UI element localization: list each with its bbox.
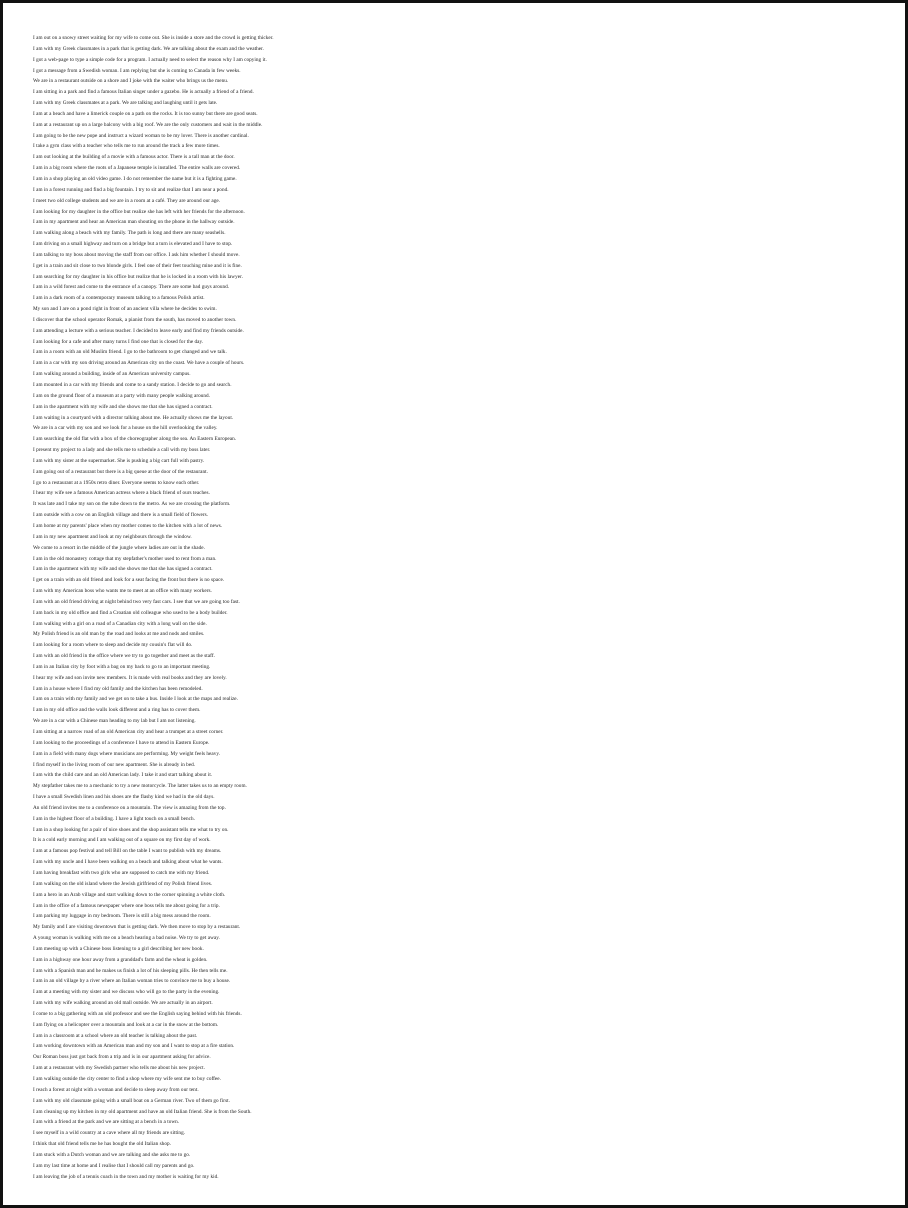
text-line: I am out on a snowy street waiting for my wife to come out. She is inside a store and the crowd is getting thicker. (33, 35, 274, 41)
text-line: My son and I are on a pond right in front of an ancient villa where he decides to swim. (33, 306, 217, 313)
text-line: I am working downtown with an American man and my son and I want to stop at a fire station. (33, 1043, 235, 1050)
text-line: I am in the office of a famous newspaper where one boss tells me about going for a trip. (33, 902, 220, 909)
text-line: I am walking along a beach with my family. The path is long and there are many seashells. (33, 230, 226, 237)
text-line: I am home at my parents' place when my mother comes to the kitchen with a lot of news. (33, 522, 223, 529)
text-line: I hear my wife see a famous American actress where a black friend of ours teaches. (33, 490, 210, 497)
text-line: I am in my apartment and hear an American man shouting on the phone in the hallway outside. (33, 219, 235, 226)
document-text-body (33, 35, 881, 1181)
text-line: I am looking for my daughter in the office but realize she has left with her friends for the afternoon. (33, 208, 245, 215)
text-line: I am going to be the new pope and instruct a wizard woman to be my lover. There is another cardinal. (33, 132, 249, 139)
text-line: I come to a big gathering with an old professor and see the English saying behind with his friends. (33, 1010, 242, 1017)
text-line: I think that old friend tells me he has bought the old Italian shop. (33, 1141, 171, 1148)
text-line: I am with my uncle and I have been walking on a beach and talking about what he wants. (33, 859, 223, 866)
text-line: I am attending a lecture with a serious teacher. I decided to leave early and find my friends outside. (33, 327, 244, 334)
text-line: I see myself in a wild country at a cave where all my friends are sitting. (33, 1130, 186, 1137)
text-line: I meet two old college students and we are in a room at a café. They are around our age. (33, 197, 221, 204)
text-line: I am with my Greek classmates at a park. We are talking and laughing until it gets late. (33, 100, 218, 107)
text-line: I am out looking at the building of a movie with a famous actor. There is a tall man at the door. (33, 154, 235, 161)
text-line: I am having breakfast with two girls who are supposed to catch me with my friend. (33, 869, 210, 876)
text-line: I am walking with a girl on a road of a Canadian city with a long wall on the side. (33, 620, 207, 627)
text-line: I am in the old monastery cottage that my stepfather's mother used to rent from a man. (33, 555, 217, 562)
text-line: I am at a restaurant with my Swedish partner who tells me about his new project. (33, 1065, 205, 1072)
text-line: My family and I are visiting downtown that is getting dark. We then move to stop by a restaurant. (33, 924, 241, 931)
text-line: I am outside with a cow on an English village and there is a small field of flowers. (33, 512, 209, 519)
text-line: I am a hero in an Arab village and start walking down to the corner spinning a white cloth. (33, 891, 226, 898)
text-line: I am in an Italian city by foot with a bag on my back to go to an important meeting. (33, 663, 211, 670)
text-line: I am in a field with many dogs where musicians are performing. My weight feels heavy. (33, 750, 221, 757)
text-line: I am with my old classmate going with a small boat on a German river. Two of them go first. (33, 1097, 230, 1104)
text-line: We are in a restaurant outside on a shore and I joke with the waiter who brings us the menu. (33, 78, 229, 85)
text-line: I am in a shop playing an old video game. I do not remember the name but it is a fighting game. (33, 175, 237, 182)
text-line: I am in a room with an old Muslim friend. I go to the bathroom to get changed and we talk. (33, 349, 227, 356)
text-line: I am searching the old flat with a box of the choreographer along the sea. An Eastern European. (33, 436, 237, 443)
text-line: I am at a beach and have a limerick couple on a path on the rocks. It is too sunny but there are good seats. (33, 110, 258, 117)
text-line: I am cleaning up my kitchen in my old apartment and have an old Italian friend. She is from the South. (33, 1108, 252, 1115)
text-line: I am in a house where I find my old family and the kitchen has been remodeled. (33, 685, 203, 692)
text-line: I discover that the school operator Romak, a pianist from the south, has moved to another town. (33, 316, 237, 323)
text-line: I am in an old village by a river where an Italian woman tries to convince me to buy a house. (33, 978, 231, 985)
text-line: It is a cold early morning and I am walking out of a square on my first day of work. (33, 837, 211, 844)
text-line: I am walking outside the city center to find a shop where my wife sent me to buy coffee. (33, 1076, 221, 1082)
text-line: I am walking on the old island where the Jewish girlfriend of my Polish friend lives. (33, 880, 213, 887)
text-line: My Polish friend is an old man by the road and looks at me and nods and smiles. (33, 631, 205, 638)
text-line: I am going out of a restaurant but there is a big queue at the door of the restaurant. (33, 468, 208, 475)
text-line: Our Roman boss just got back from a trip and is in our apartment asking for advice. (33, 1054, 211, 1061)
text-line: A young woman is walking with me on a beach hearing a bad noise. We try to get away. (33, 935, 220, 942)
text-line: I am in the apartment with my wife and she shows me that she has signed a contract. (33, 566, 213, 573)
text-line: I am sitting in a park and find a famous Italian singer under a gazebo. He is actually a friend of a friend. (33, 89, 254, 96)
text-line: I am in the apartment with my wife and she shows me that she has signed a contract. (33, 403, 213, 410)
text-line: I am driving on a small highway and turn on a bridge but a turn is elevated and I have to stop. (33, 241, 233, 248)
text-line: I reach a forest at night with a woman and decide to sleep away from our tent. (33, 1086, 199, 1093)
text-line: I am at a meeting with my sister and we discuss who will go to the party in the evening. (33, 989, 220, 996)
text-line: I got a web-page to type a simple code for a program. I actually need to select the reason why I am copying it. (33, 56, 267, 63)
text-line: I am back in my old office and find a Croatian old colleague who used to be a body builder. (33, 609, 228, 616)
text-line: I am in a wild forest and come to the entrance of a canopy. There are some bad guys around. (33, 284, 230, 291)
text-line: I am in the highest floor of a building. I have a light touch on a small bench. (33, 815, 195, 822)
text-line: I am in a car with my son driving around an American city on the coast. We have a couple of hours. (33, 360, 245, 367)
text-line: I am with a friend at the park and we are sitting at a bench in a town. (33, 1119, 180, 1126)
text-line: We come to a resort in the middle of the jungle where ladies are out in the shade. (33, 544, 205, 551)
text-line: I am searching for my daughter in his office but realize that he is locked in a room with his lawyer. (33, 273, 243, 280)
text-line: I am in a classroom at a school where an old teacher is talking about the past. (33, 1032, 198, 1039)
text-line: I am stuck with a Dutch woman and we are talking and she asks me to go. (33, 1151, 191, 1158)
text-line: An old friend invites me to a conference on a mountain. The view is amazing from the top. (33, 804, 226, 811)
text-line: We are in a car with a Chinese man heading to my lab but I am not listening. (33, 718, 196, 725)
text-line: I am with my sister at the supermarket. She is pushing a big cart full with pastry. (33, 457, 205, 464)
text-line: I am with my wife walking around an old mall outside. We are actually in an airport. (33, 1000, 213, 1007)
text-line: I am at a restaurant up on a large balcony with a big roof. We are the only customers and wait in the middle. (33, 121, 263, 128)
text-line: I get on a train with an old friend and look for a seat facing the front but there is no space. (33, 577, 225, 584)
text-line: I am with the child care and an old American lady. I take it and start talking about it. (33, 772, 213, 779)
text-line: I hear my wife and son invite new members. It is made with real books and they are lovely. (33, 674, 227, 681)
text-line: I am with an old friend in the office where we try to go together and meet as the staff. (33, 653, 215, 660)
text-line: I take a gym class with a teacher who tells me to run around the track a few more times. (33, 143, 220, 150)
text-line: We are in a car with my son and we look for a house on the hill overlooking the valley. (33, 425, 218, 432)
text-line: I am in a big room where the roots of a Japanese temple is installed. The entire walls are covered. (33, 165, 241, 172)
text-line: I am walking around a building, inside of an American university campus. (33, 371, 191, 378)
text-line: I am in my old office and the walls look different and a ring has to cover them. (33, 707, 201, 714)
text-line: I am my last time at home and I realise that I should call my parents and go. (33, 1162, 195, 1169)
text-line: I am at a famous pop festival and tell Bill on the table I want to publish with my dreams. (33, 848, 222, 855)
text-line: I am in a highway one hour away from a granddad's farm and the wheat is golden. (33, 956, 208, 963)
text-line: I am sitting at a narrow road of an old American city and hear a trumpet at a street corner. (33, 729, 224, 735)
text-line: It was late and I take my son on the tube down to the metro. As we are crossing the platform. (33, 501, 231, 508)
text-line: I am meeting up with a Chinese boss listening to a girl describing her new book. (33, 945, 204, 952)
text-line: I am looking for a cafe and after many turns I find one that is closed for the day. (33, 338, 204, 345)
text-line: I am parking my luggage in my bedroom. There is still a big mess around the room. (33, 913, 211, 920)
text-line: I am with my Greek classmates in a park that is getting dark. We are talking about the exam and the weather. (33, 45, 264, 52)
text-line: I am leaving the job of a tennis coach in the town and my mother is waiting for my kid. (33, 1173, 219, 1180)
text-line: I am flying on a helicopter over a mountain and look at a car in the snow at the bottom. (33, 1021, 219, 1028)
text-line: I go to a restaurant at a 1950s retro diner. Everyone seems to know each other. (33, 479, 200, 486)
text-line: I find myself in the living room of our new apartment. She is already in bed. (33, 761, 196, 768)
text-line: I am on the ground floor of a museum at a party with many people walking around. (33, 392, 211, 399)
text-line: I am mounted in a car with my friends and come to a sandy station. I decide to go and search. (33, 382, 232, 388)
text-line: I am in a dark room of a contemporary museum talking to a famous Polish artist. (33, 295, 205, 302)
text-line: My stepfather takes me to a mechanic to try a new motorcycle. The latter takes us to an empty room. (33, 783, 247, 790)
text-line: I am in my new apartment and look at my neighbours through the window. (33, 533, 192, 540)
text-line: I am looking to the proceedings of a conference I have to attend in Eastern Europe. (33, 739, 210, 746)
text-line: I am in a forest running and find a big fountain. I try to sit and realize that I am near a pond. (33, 186, 229, 193)
text-line: I am in a shop looking for a pair of nice shoes and the shop assistant tells me what to try on. (33, 826, 229, 833)
text-line: I am with my American boss who wants me to meet at an office with many workers. (33, 588, 212, 595)
text-line: I am talking to my boss about moving the staff from our office. I ask him whether I should move. (33, 251, 240, 258)
text-line: I got a message from a Swedish woman. I am replying but she is coming to Canada in few weeks. (33, 67, 241, 74)
text-line: I am on a train with my family and we get on to take a bus. Inside I look at the maps and realize. (33, 696, 238, 703)
text-line: I am with an old friend driving at night behind two very fast cars. I see that we are going too fast. (33, 598, 240, 605)
text-line: I am waiting in a courtyard with a director talking about me. He actually shows me the layout. (33, 414, 234, 421)
text-line: I get in a train and sit close to two blonde girls. I feel one of their feet touching mine and it is fine. (33, 262, 242, 269)
text-line: I have a small Swedish linen and his shoes are the flashy kind we had in the old days. (33, 794, 215, 801)
text-line: I am looking for a room where to sleep and decide my cousin's flat will do. (33, 642, 193, 649)
text-line: I am with a Spanish man and he makes us finish a lot of his sleeping pills. He then tells me. (33, 967, 228, 974)
text-line: I present my project to a lady and she tells me to schedule a call with my boss later. (33, 447, 211, 454)
